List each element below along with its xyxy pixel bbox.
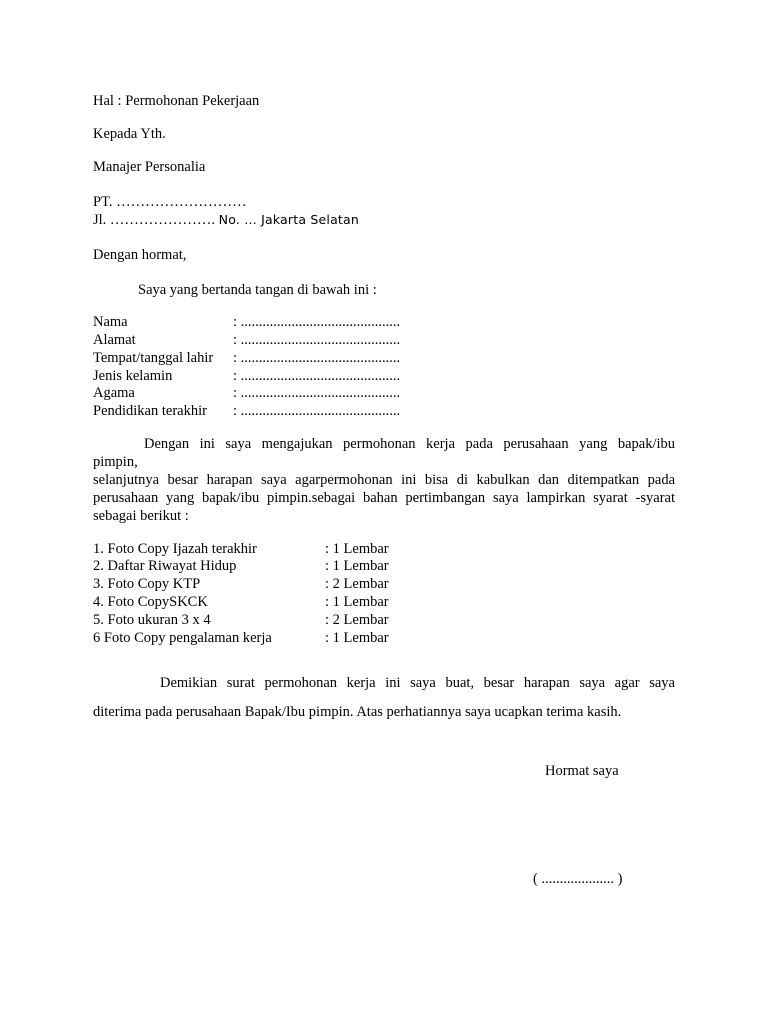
recipient-company: PT. ……………………… [93,194,247,210]
regards: Hormat saya [545,763,619,779]
letter-subject: Hal : Permohonan Pekerjaan [93,93,260,109]
attachment-qty: : 1 Lembar [325,594,389,610]
greeting: Dengan hormat, [93,247,187,263]
field-label: Agama [93,385,135,401]
attachment-item [93,540,389,558]
field-row-religion [93,384,400,402]
field-label: Nama [93,314,128,330]
attachment-name: 4. Foto CopySKCK [93,594,208,610]
attachment-qty: : 2 Lembar [325,576,389,592]
attachment-item [93,593,389,611]
attachment-qty: : 1 Lembar [325,630,389,646]
recipient-title: Manajer Personalia [93,159,206,175]
field-value: : ............................................ [233,350,401,366]
attachment-qty: : 1 Lembar [325,541,389,557]
field-row-gender [93,367,400,385]
paragraph-line: perusahaan yang bapak/ibu pimpin.sebagai bahan pertimbangan saya lampirkan syarat -syarat [93,490,675,506]
field-row-name [93,313,400,331]
field-label: Tempat/tanggal lahir [93,350,214,366]
field-value: : ............................................ [233,332,401,348]
paragraph-line: Dengan ini saya mengajukan permohonan kerja pada perusahaan yang bapak/ibu [144,436,675,452]
attachment-name: 6 Foto Copy pengalaman kerja [93,630,272,646]
field-value: : ............................................ [233,403,401,419]
attachment-qty: : 2 Lembar [325,612,389,628]
attachment-item [93,629,389,647]
recipient-salutation: Kepada Yth. [93,126,166,142]
field-row-education [93,402,400,420]
closing-line: diterima pada perusahaan Bapak/Ibu pimpin. Atas perhatiannya saya ucapkan terima kasih. [93,704,622,720]
paragraph-line: pimpin, [93,454,138,470]
field-value: : ............................................ [233,314,401,330]
paragraph-line: sebagai berikut : [93,508,189,524]
field-row-address [93,331,400,349]
signature-placeholder: ( .................... ) [533,871,623,887]
recipient-address [93,211,359,229]
attachment-name: 2. Daftar Riwayat Hidup [93,558,237,574]
field-row-birth [93,349,400,367]
field-value: : ............................................ [233,368,401,384]
field-value: : ............................................ [233,385,401,401]
field-label: Pendidikan terakhir [93,403,207,419]
attachment-qty: : 1 Lembar [325,558,389,574]
field-label: Jenis kelamin [93,368,173,384]
address-street: Jl. …………………. [93,212,216,228]
paragraph-line: selanjutnya besar harapan saya agarpermohonan ini bisa di kabulkan dan ditempatkan pada [93,472,675,488]
attachment-name: 5. Foto ukuran 3 x 4 [93,612,211,628]
intro-sentence: Saya yang bertanda tangan di bawah ini : [138,282,377,298]
address-number-city: No. … Jakarta Selatan [218,212,360,227]
closing-line: Demikian surat permohonan kerja ini saya buat, besar harapan saya agar saya [160,675,675,691]
attachment-item [93,575,389,593]
attachment-name: 1. Foto Copy Ijazah terakhir [93,541,257,557]
attachment-item [93,611,389,629]
attachment-name: 3. Foto Copy KTP [93,576,201,592]
field-label: Alamat [93,332,136,348]
attachment-item [93,557,389,575]
